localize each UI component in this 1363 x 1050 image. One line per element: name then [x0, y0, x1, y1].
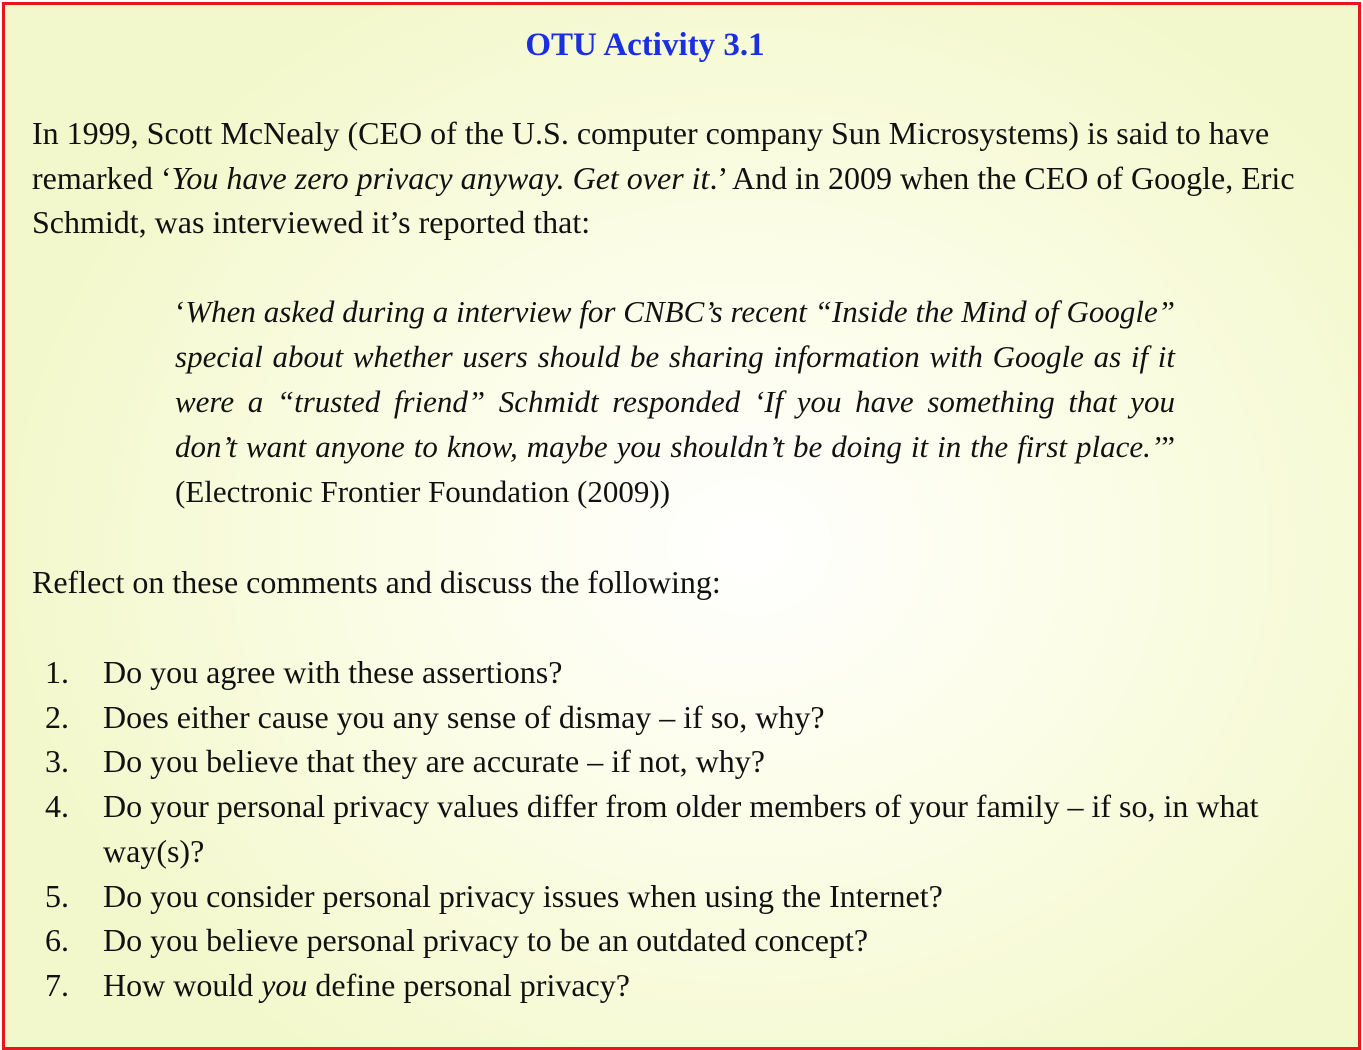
activity-title: OTU Activity 3.1	[525, 27, 765, 63]
item-number: 3.	[45, 743, 69, 780]
item-text-before: How would	[103, 966, 262, 1003]
schmidt-block-quote	[175, 289, 1175, 514]
question-list	[35, 650, 1340, 1008]
intro-text-end: .’ And in 2009 when the CEO of Google, Eric Schmidt, was interviewed it’s reported that:	[32, 159, 1295, 240]
list-item	[35, 650, 1340, 695]
item-text: Does either cause you any sense of dismay – if so, why?	[103, 698, 825, 735]
item-text	[103, 963, 1340, 1008]
intro-text-start: In 1999, Scott McNealy (CEO of the U.S. computer company Sun Microsystems) is said to have remarked ‘	[32, 115, 1270, 196]
activity-box	[2, 2, 1361, 1050]
item-number: 6.	[45, 922, 69, 959]
item-text-after: define personal privacy?	[307, 966, 630, 1003]
list-item	[35, 739, 1340, 784]
list-item	[35, 784, 1340, 873]
list-item	[35, 695, 1340, 740]
reflect-prompt: Reflect on these comments and discuss the following:	[32, 564, 721, 600]
item-text: Do you believe that they are accurate – if not, why?	[103, 743, 765, 780]
list-item	[35, 874, 1340, 919]
item-text: Do you believe personal privacy to be an outdated concept?	[103, 922, 869, 959]
item-number: 5.	[45, 877, 69, 914]
item-text: Do your personal privacy values differ from older members of your family – if so, in what way(s)?	[103, 788, 1259, 869]
item-number: 7.	[45, 966, 69, 1003]
item-text: Do you agree with these assertions?	[103, 654, 563, 690]
quote-citation: (Electronic Frontier Foundation (2009))	[175, 474, 671, 509]
quote-body: When asked during a interview for CNBC’s recent “Inside the Mind of Google” special about whether users should be sharing information with Google as if it were a “trusted friend” Schmidt responded ‘If you have something that you don’t want anyone to know, maybe you shouldn’t be doing it in the first place.’	[175, 294, 1175, 464]
item-text-emphasis: you	[261, 966, 308, 1003]
mcnealy-quote: You have zero privacy anyway. Get over it	[171, 159, 710, 196]
intro-paragraph	[32, 111, 1322, 245]
item-number: 2.	[45, 698, 69, 735]
quote-close-mark: ”	[1161, 429, 1175, 464]
item-number: 1.	[45, 654, 69, 690]
item-number: 4.	[45, 788, 69, 825]
quote-open-mark: ‘	[175, 294, 186, 329]
item-text: Do you consider personal privacy issues when using the Internet?	[103, 877, 943, 914]
list-item	[35, 963, 1340, 1008]
list-item	[35, 918, 1340, 963]
